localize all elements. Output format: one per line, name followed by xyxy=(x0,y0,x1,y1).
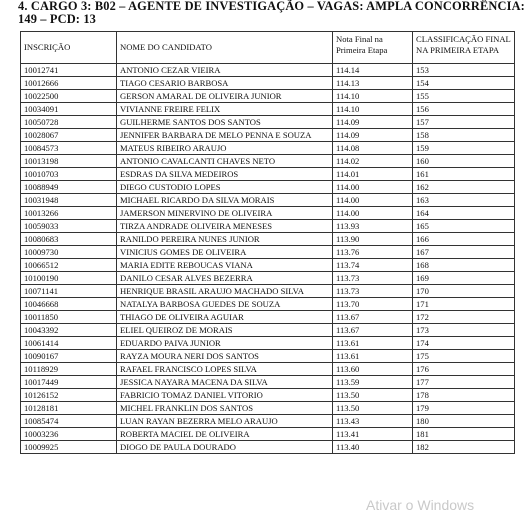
cell-nota: 114.13 xyxy=(333,77,413,90)
cell-inscricao: 10013198 xyxy=(21,155,117,168)
cell-inscricao: 10061414 xyxy=(21,337,117,350)
table-row xyxy=(21,298,515,311)
cell-nome: JENNIFER BARBARA DE MELO PENNA E SOUZA xyxy=(117,129,333,142)
cell-inscricao: 10003236 xyxy=(21,428,117,441)
table-row xyxy=(21,129,515,142)
table-row xyxy=(21,194,515,207)
cell-classificacao: 154 xyxy=(413,77,515,90)
cell-nome: GERSON AMARAL DE OLIVEIRA JUNIOR xyxy=(117,90,333,103)
cell-classificacao: 174 xyxy=(413,337,515,350)
cell-nome: VINICIUS GOMES DE OLIVEIRA xyxy=(117,246,333,259)
cell-nome: MICHEL FRANKLIN DOS SANTOS xyxy=(117,402,333,415)
table-row xyxy=(21,441,515,454)
cell-classificacao: 181 xyxy=(413,428,515,441)
table-row xyxy=(21,272,515,285)
cell-nome: ROBERTA MACIEL DE OLIVEIRA xyxy=(117,428,333,441)
cell-inscricao: 10071141 xyxy=(21,285,117,298)
cell-nota: 114.00 xyxy=(333,207,413,220)
cell-classificacao: 161 xyxy=(413,168,515,181)
cell-nota: 113.67 xyxy=(333,311,413,324)
cell-nota: 114.14 xyxy=(333,64,413,77)
cell-nota: 113.73 xyxy=(333,272,413,285)
cell-nota: 113.41 xyxy=(333,428,413,441)
cell-nome: EDUARDO PAIVA JUNIOR xyxy=(117,337,333,350)
cell-nota: 113.61 xyxy=(333,337,413,350)
table-row xyxy=(21,207,515,220)
cell-nome: MARIA EDITE REBOUCAS VIANA xyxy=(117,259,333,272)
cell-classificacao: 178 xyxy=(413,389,515,402)
cell-nome: VIVIANNE FREIRE FELIX xyxy=(117,103,333,116)
cell-inscricao: 10017449 xyxy=(21,376,117,389)
cell-nota: 114.08 xyxy=(333,142,413,155)
heading-line-1: 4. CARGO 3: B02 – AGENTE DE INVESTIGAÇÃO – VAGAS: AMPLA CONCORRÊNCIA: xyxy=(18,0,525,13)
cell-nota: 113.59 xyxy=(333,376,413,389)
cell-nome: NATALYA BARBOSA GUEDES DE SOUZA xyxy=(117,298,333,311)
table-row xyxy=(21,324,515,337)
cell-inscricao: 10013266 xyxy=(21,207,117,220)
table-row xyxy=(21,77,515,90)
cell-inscricao: 10100190 xyxy=(21,272,117,285)
cell-nome: RAFAEL FRANCISCO LOPES SILVA xyxy=(117,363,333,376)
cell-classificacao: 169 xyxy=(413,272,515,285)
cell-inscricao: 10059033 xyxy=(21,220,117,233)
table-row xyxy=(21,233,515,246)
cell-classificacao: 164 xyxy=(413,207,515,220)
cell-inscricao: 10066512 xyxy=(21,259,117,272)
cell-classificacao: 166 xyxy=(413,233,515,246)
cell-nome: LUAN RAYAN BEZERRA MELO ARAUJO xyxy=(117,415,333,428)
cell-nome: JAMERSON MINERVINO DE OLIVEIRA xyxy=(117,207,333,220)
cell-nota: 114.10 xyxy=(333,90,413,103)
table-row xyxy=(21,350,515,363)
cell-inscricao: 10010703 xyxy=(21,168,117,181)
cell-nota: 114.02 xyxy=(333,155,413,168)
table-row xyxy=(21,64,515,77)
cell-classificacao: 168 xyxy=(413,259,515,272)
cell-inscricao: 10080683 xyxy=(21,233,117,246)
table-row xyxy=(21,103,515,116)
table-row xyxy=(21,181,515,194)
cell-nota: 113.50 xyxy=(333,402,413,415)
table-row xyxy=(21,116,515,129)
cell-classificacao: 158 xyxy=(413,129,515,142)
cell-classificacao: 156 xyxy=(413,103,515,116)
table-row xyxy=(21,363,515,376)
cell-inscricao: 10085474 xyxy=(21,415,117,428)
cell-inscricao: 10050728 xyxy=(21,116,117,129)
table-row xyxy=(21,402,515,415)
table-row xyxy=(21,428,515,441)
cell-classificacao: 180 xyxy=(413,415,515,428)
cell-inscricao: 10031948 xyxy=(21,194,117,207)
cell-classificacao: 167 xyxy=(413,246,515,259)
cell-nota: 113.76 xyxy=(333,246,413,259)
cell-classificacao: 179 xyxy=(413,402,515,415)
cell-nota: 113.93 xyxy=(333,220,413,233)
cell-nota: 113.90 xyxy=(333,233,413,246)
cell-nota: 113.73 xyxy=(333,285,413,298)
cell-nota: 113.40 xyxy=(333,441,413,454)
table-row xyxy=(21,311,515,324)
cell-classificacao: 182 xyxy=(413,441,515,454)
table-row xyxy=(21,246,515,259)
cell-inscricao: 10012666 xyxy=(21,77,117,90)
cell-nota: 114.09 xyxy=(333,116,413,129)
header-nome: NOME DO CANDIDATO xyxy=(117,32,333,64)
cell-nome: DIEGO CUSTODIO LOPES xyxy=(117,181,333,194)
cell-classificacao: 163 xyxy=(413,194,515,207)
cell-nome: RAYZA MOURA NERI DOS SANTOS xyxy=(117,350,333,363)
cell-classificacao: 165 xyxy=(413,220,515,233)
cell-nome: MATEUS RIBEIRO ARAUJO xyxy=(117,142,333,155)
cell-nota: 113.74 xyxy=(333,259,413,272)
cell-classificacao: 162 xyxy=(413,181,515,194)
cell-nota: 114.01 xyxy=(333,168,413,181)
header-nota: Nota Final na Primeira Etapa xyxy=(333,32,413,64)
cell-nome: ESDRAS DA SILVA MEDEIROS xyxy=(117,168,333,181)
table-header-row xyxy=(21,32,515,64)
cell-nota: 113.50 xyxy=(333,389,413,402)
table-row xyxy=(21,389,515,402)
cell-nome: DIOGO DE PAULA DOURADO xyxy=(117,441,333,454)
cell-classificacao: 173 xyxy=(413,324,515,337)
cell-classificacao: 177 xyxy=(413,376,515,389)
cell-classificacao: 170 xyxy=(413,285,515,298)
cell-classificacao: 153 xyxy=(413,64,515,77)
cell-classificacao: 160 xyxy=(413,155,515,168)
table-row xyxy=(21,285,515,298)
cell-classificacao: 176 xyxy=(413,363,515,376)
cell-nome: DANILO CESAR ALVES BEZERRA xyxy=(117,272,333,285)
cell-nome: FABRICIO TOMAZ DANIEL VITORIO xyxy=(117,389,333,402)
cell-nome: ANTONIO CAVALCANTI CHAVES NETO xyxy=(117,155,333,168)
cell-nome: THIAGO DE OLIVEIRA AGUIAR xyxy=(117,311,333,324)
cell-classificacao: 175 xyxy=(413,350,515,363)
cell-nome: HENRIQUE BRASIL ARAUJO MACHADO SILVA xyxy=(117,285,333,298)
cell-inscricao: 10022500 xyxy=(21,90,117,103)
cell-inscricao: 10084573 xyxy=(21,142,117,155)
table-row xyxy=(21,220,515,233)
table-row xyxy=(21,168,515,181)
cell-inscricao: 10128181 xyxy=(21,402,117,415)
results-table xyxy=(20,31,515,454)
table-row xyxy=(21,142,515,155)
cell-nome: TIRZA ANDRADE OLIVEIRA MENESES xyxy=(117,220,333,233)
cell-inscricao: 10126152 xyxy=(21,389,117,402)
cell-inscricao: 10011850 xyxy=(21,311,117,324)
cell-inscricao: 10034091 xyxy=(21,103,117,116)
table-body xyxy=(21,64,515,454)
cell-nota: 114.00 xyxy=(333,194,413,207)
cell-classificacao: 157 xyxy=(413,116,515,129)
cell-inscricao: 10043392 xyxy=(21,324,117,337)
cell-nome: ANTONIO CEZAR VIEIRA xyxy=(117,64,333,77)
cell-classificacao: 155 xyxy=(413,90,515,103)
activation-watermark: Ativar o Windows xyxy=(366,497,475,511)
table-row xyxy=(21,376,515,389)
cell-nome: TIAGO CESARIO BARBOSA xyxy=(117,77,333,90)
cell-nota: 114.09 xyxy=(333,129,413,142)
cell-nota: 113.67 xyxy=(333,324,413,337)
heading-line-2: 149 – PCD: 13 xyxy=(18,12,97,26)
cell-inscricao: 10118929 xyxy=(21,363,117,376)
cell-nota: 113.60 xyxy=(333,363,413,376)
cell-inscricao: 10090167 xyxy=(21,350,117,363)
cell-nota: 113.70 xyxy=(333,298,413,311)
header-classificacao: CLASSIFICAÇÃO FINAL NA PRIMEIRA ETAPA xyxy=(413,32,515,64)
cell-inscricao: 10088949 xyxy=(21,181,117,194)
cell-nome: RANILDO PEREIRA NUNES JUNIOR xyxy=(117,233,333,246)
cell-nome: JESSICA NAYARA MACENA DA SILVA xyxy=(117,376,333,389)
cell-nome: ELIEL QUEIROZ DE MORAIS xyxy=(117,324,333,337)
cell-nota: 114.00 xyxy=(333,181,413,194)
cell-classificacao: 171 xyxy=(413,298,515,311)
table-row xyxy=(21,259,515,272)
cell-nota: 113.61 xyxy=(333,350,413,363)
cell-classificacao: 159 xyxy=(413,142,515,155)
cell-inscricao: 10046668 xyxy=(21,298,117,311)
cell-inscricao: 10009730 xyxy=(21,246,117,259)
cell-nota: 113.43 xyxy=(333,415,413,428)
cell-inscricao: 10012741 xyxy=(21,64,117,77)
section-heading xyxy=(18,0,524,26)
cell-classificacao: 172 xyxy=(413,311,515,324)
header-inscricao: INSCRIÇÃO xyxy=(21,32,117,64)
cell-nome: MICHAEL RICARDO DA SILVA MORAIS xyxy=(117,194,333,207)
cell-inscricao: 10009925 xyxy=(21,441,117,454)
cell-inscricao: 10028067 xyxy=(21,129,117,142)
table-row xyxy=(21,155,515,168)
table-row xyxy=(21,337,515,350)
table-row xyxy=(21,415,515,428)
cell-nota: 114.10 xyxy=(333,103,413,116)
cell-nome: GUILHERME SANTOS DOS SANTOS xyxy=(117,116,333,129)
table-row xyxy=(21,90,515,103)
